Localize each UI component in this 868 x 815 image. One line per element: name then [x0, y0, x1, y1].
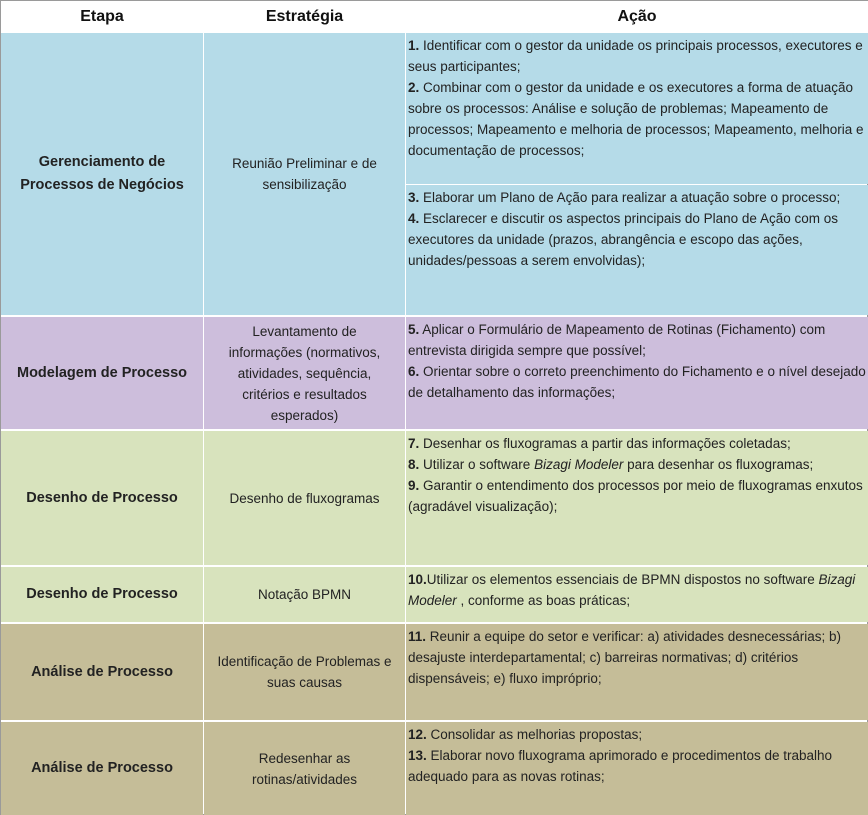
acao-item: 4. Esclarecer e discutir os aspectos principais do Plano de Ação com os executores da unidade (prazos, abrangência e escopo das ações, unidades/pessoas a serem envolvidas);	[408, 211, 838, 268]
row-estrategia-levantamento: Levantamento de informações (normativos, atividades, sequência, critérios e resultados esperados)	[204, 317, 405, 429]
acao-item: 8. Utilizar o software Bizagi Modeler para desenhar os fluxogramas;	[408, 457, 814, 472]
row-etapa-gerenciamento: Gerenciamento de Processos de Negócios	[1, 33, 203, 315]
acao-item: 3. Elaborar um Plano de Ação para realizar a atuação sobre o processo;	[408, 190, 841, 205]
row-etapa-analise-1: Análise de Processo	[1, 624, 203, 720]
acao-item: 2. Combinar com o gestor da unidade e os executores a forma de atuação sobre os processos: Análise e solução de problemas; Mapeamento de processos; Mapeamento e melhoria de processos; Mapeamento, melhoria e documentação de processos;	[408, 80, 864, 158]
acao-item: 13. Elaborar novo fluxograma aprimorado e procedimentos de trabalho adequado para as novas rotinas;	[408, 748, 833, 784]
row-estrategia-fluxogramas: Desenho de fluxogramas	[204, 431, 405, 565]
header-estrategia: Estratégia	[204, 1, 405, 33]
header-acao: Ação	[406, 1, 868, 33]
row-acao-3-4	[406, 185, 868, 315]
row-acao-10	[406, 567, 868, 622]
acao-item: 10.Utilizar os elementos essenciais de BPMN dispostos no software Bizagi Modeler , conforme as boas práticas;	[408, 572, 856, 608]
acao-item: 7. Desenhar os fluxogramas a partir das informações coletadas;	[408, 436, 791, 451]
acao-item: 11. Reunir a equipe do setor e verificar: a) atividades desnecessárias; b) desajuste interdepartamental; c) barreiras normativas; d) critérios dispensáveis; e) fluxo impróprio;	[408, 629, 841, 686]
row-estrategia-bpmn: Notação BPMN	[204, 567, 405, 622]
row-estrategia-reuniao: Reunião Preliminar e de sensibilização	[204, 33, 405, 315]
acao-item: 9. Garantir o entendimento dos processos por meio de fluxogramas enxutos (agradável visualização);	[408, 478, 863, 514]
row-etapa-desenho-1: Desenho de Processo	[1, 431, 203, 565]
acao-item: 12. Consolidar as melhorias propostas;	[408, 727, 643, 742]
row-estrategia-redesenhar: Redesenhar as rotinas/atividades	[204, 722, 405, 815]
row-etapa-analise-2: Análise de Processo	[1, 722, 203, 815]
row-estrategia-identificacao: Identificação de Problemas e suas causas	[204, 624, 405, 720]
row-etapa-modelagem: Modelagem de Processo	[1, 317, 203, 429]
row-acao-7-9	[406, 431, 868, 565]
header-etapa: Etapa	[1, 1, 203, 33]
acao-item: 6. Orientar sobre o correto preenchimento do Fichamento e o nível desejado de detalhamento das informações;	[408, 364, 866, 400]
row-etapa-desenho-2: Desenho de Processo	[1, 567, 203, 622]
row-acao-12-13	[406, 722, 868, 815]
acao-item: 5. Aplicar o Formulário de Mapeamento de Rotinas (Fichamento) com entrevista dirigida sempre que possível;	[408, 322, 826, 358]
acao-item: 1. Identificar com o gestor da unidade os principais processos, executores e seus participantes;	[408, 38, 863, 74]
row-acao-1-2	[406, 33, 868, 184]
row-acao-11	[406, 624, 868, 720]
row-acao-5-6	[406, 317, 868, 429]
